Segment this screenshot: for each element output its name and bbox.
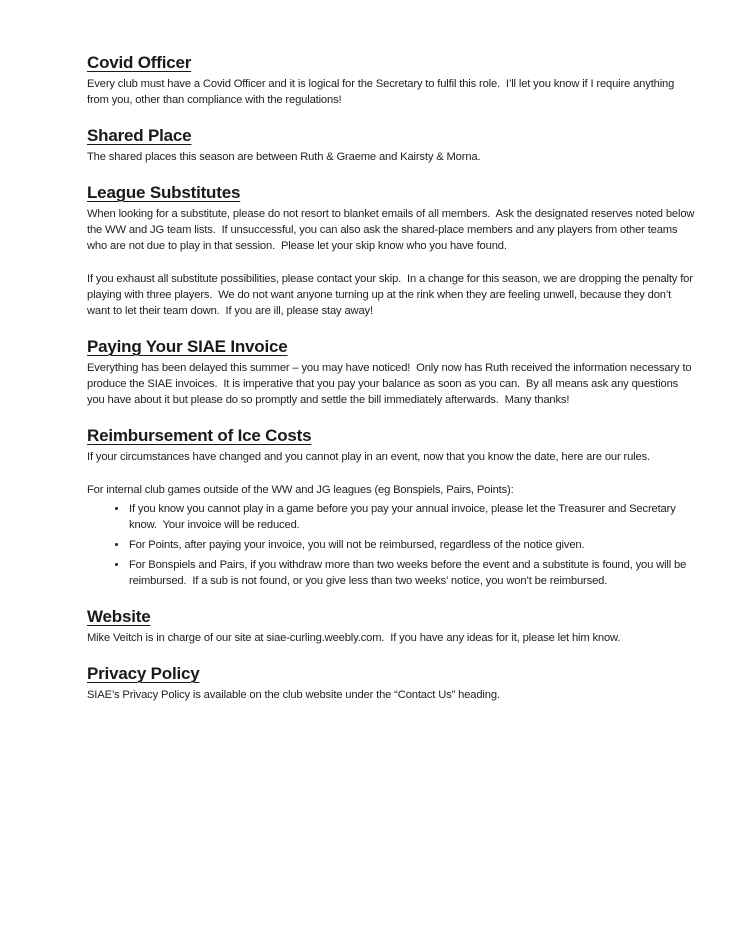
paragraph: The shared places this season are between Ruth & Graeme and Kairsty & Morna. (87, 151, 481, 163)
paragraph: Every club must have a Covid Officer and it is logical for the Secretary to fulfil this role. I’ll let you know if I require anything from you, other than compliance with the regulations! (87, 78, 678, 106)
bullet-item: • For Points, after paying your invoice, you will not be reimbursed, regardless of the notice given. (128, 537, 695, 553)
section-heading: Reimbursement of Ice Costs (87, 426, 312, 445)
section-shared-place (87, 125, 695, 165)
section-privacy-policy (87, 663, 695, 703)
section-covid-officer (87, 52, 695, 108)
section-reimbursement-of-ice-costs (87, 425, 695, 589)
section-heading: Shared Place (87, 126, 192, 145)
paragraph: If you exhaust all substitute possibilities, please contact your skip. In a change for this season, we are dropping the penalty for playing with three players. We do not want anyone turning up at the rink when they are feeling unwell, because they don’t want to let their team down. If you are ill, please stay away! (87, 273, 696, 317)
paragraph: When looking for a substitute, please do not resort to blanket emails of all members. Ask the designated reserves noted below the WW and JG team lists. If unsuccessful, you can also ask the shared-place members and any players from other teams who are not due to play in that session. Please let your skip know who you have found. (87, 208, 698, 252)
section-heading: Privacy Policy (87, 664, 200, 683)
bullet-item: • If you know you cannot play in a game before you pay your annual invoice, please let the Treasurer and Secretary know. Your invoice will be reduced. (128, 501, 695, 533)
paragraph: Mike Veitch is in charge of our site at siae-curling.weebly.com. If you have any ideas for it, please let him know. (87, 632, 621, 644)
section-website (87, 606, 695, 646)
paragraph: SIAE’s Privacy Policy is available on the club website under the “Contact Us” heading. (87, 689, 500, 701)
section-heading: Covid Officer (87, 53, 192, 72)
paragraph: If your circumstances have changed and you cannot play in an event, now that you know the date, here are our rules. (87, 451, 650, 463)
section-heading: Website (87, 607, 151, 626)
paragraph: Everything has been delayed this summer – you may have noticed! Only now has Ruth received the information necessary to produce the SIAE invoices. It is imperative that you pay your balance as soon as you can. By all means ask any questions you have about it but please do so promptly and settle the bill immediately afterwards. Many thanks! (87, 362, 695, 406)
section-heading: Paying Your SIAE Invoice (87, 337, 288, 356)
section-paying-your-siae-invoice (87, 336, 695, 408)
paragraph: For internal club games outside of the WW and JG leagues (eg Bonspiels, Pairs, Points): (87, 484, 514, 496)
section-heading: League Substitutes (87, 183, 241, 202)
bullet-list (87, 501, 695, 589)
section-league-substitutes (87, 182, 698, 319)
bullet-item: • For Bonspiels and Pairs, if you withdraw more than two weeks before the event and a substitute is found, you will be reimbursed. If a sub is not found, or you give less than two weeks’ notice, you won’t be reimbursed. (128, 557, 695, 589)
